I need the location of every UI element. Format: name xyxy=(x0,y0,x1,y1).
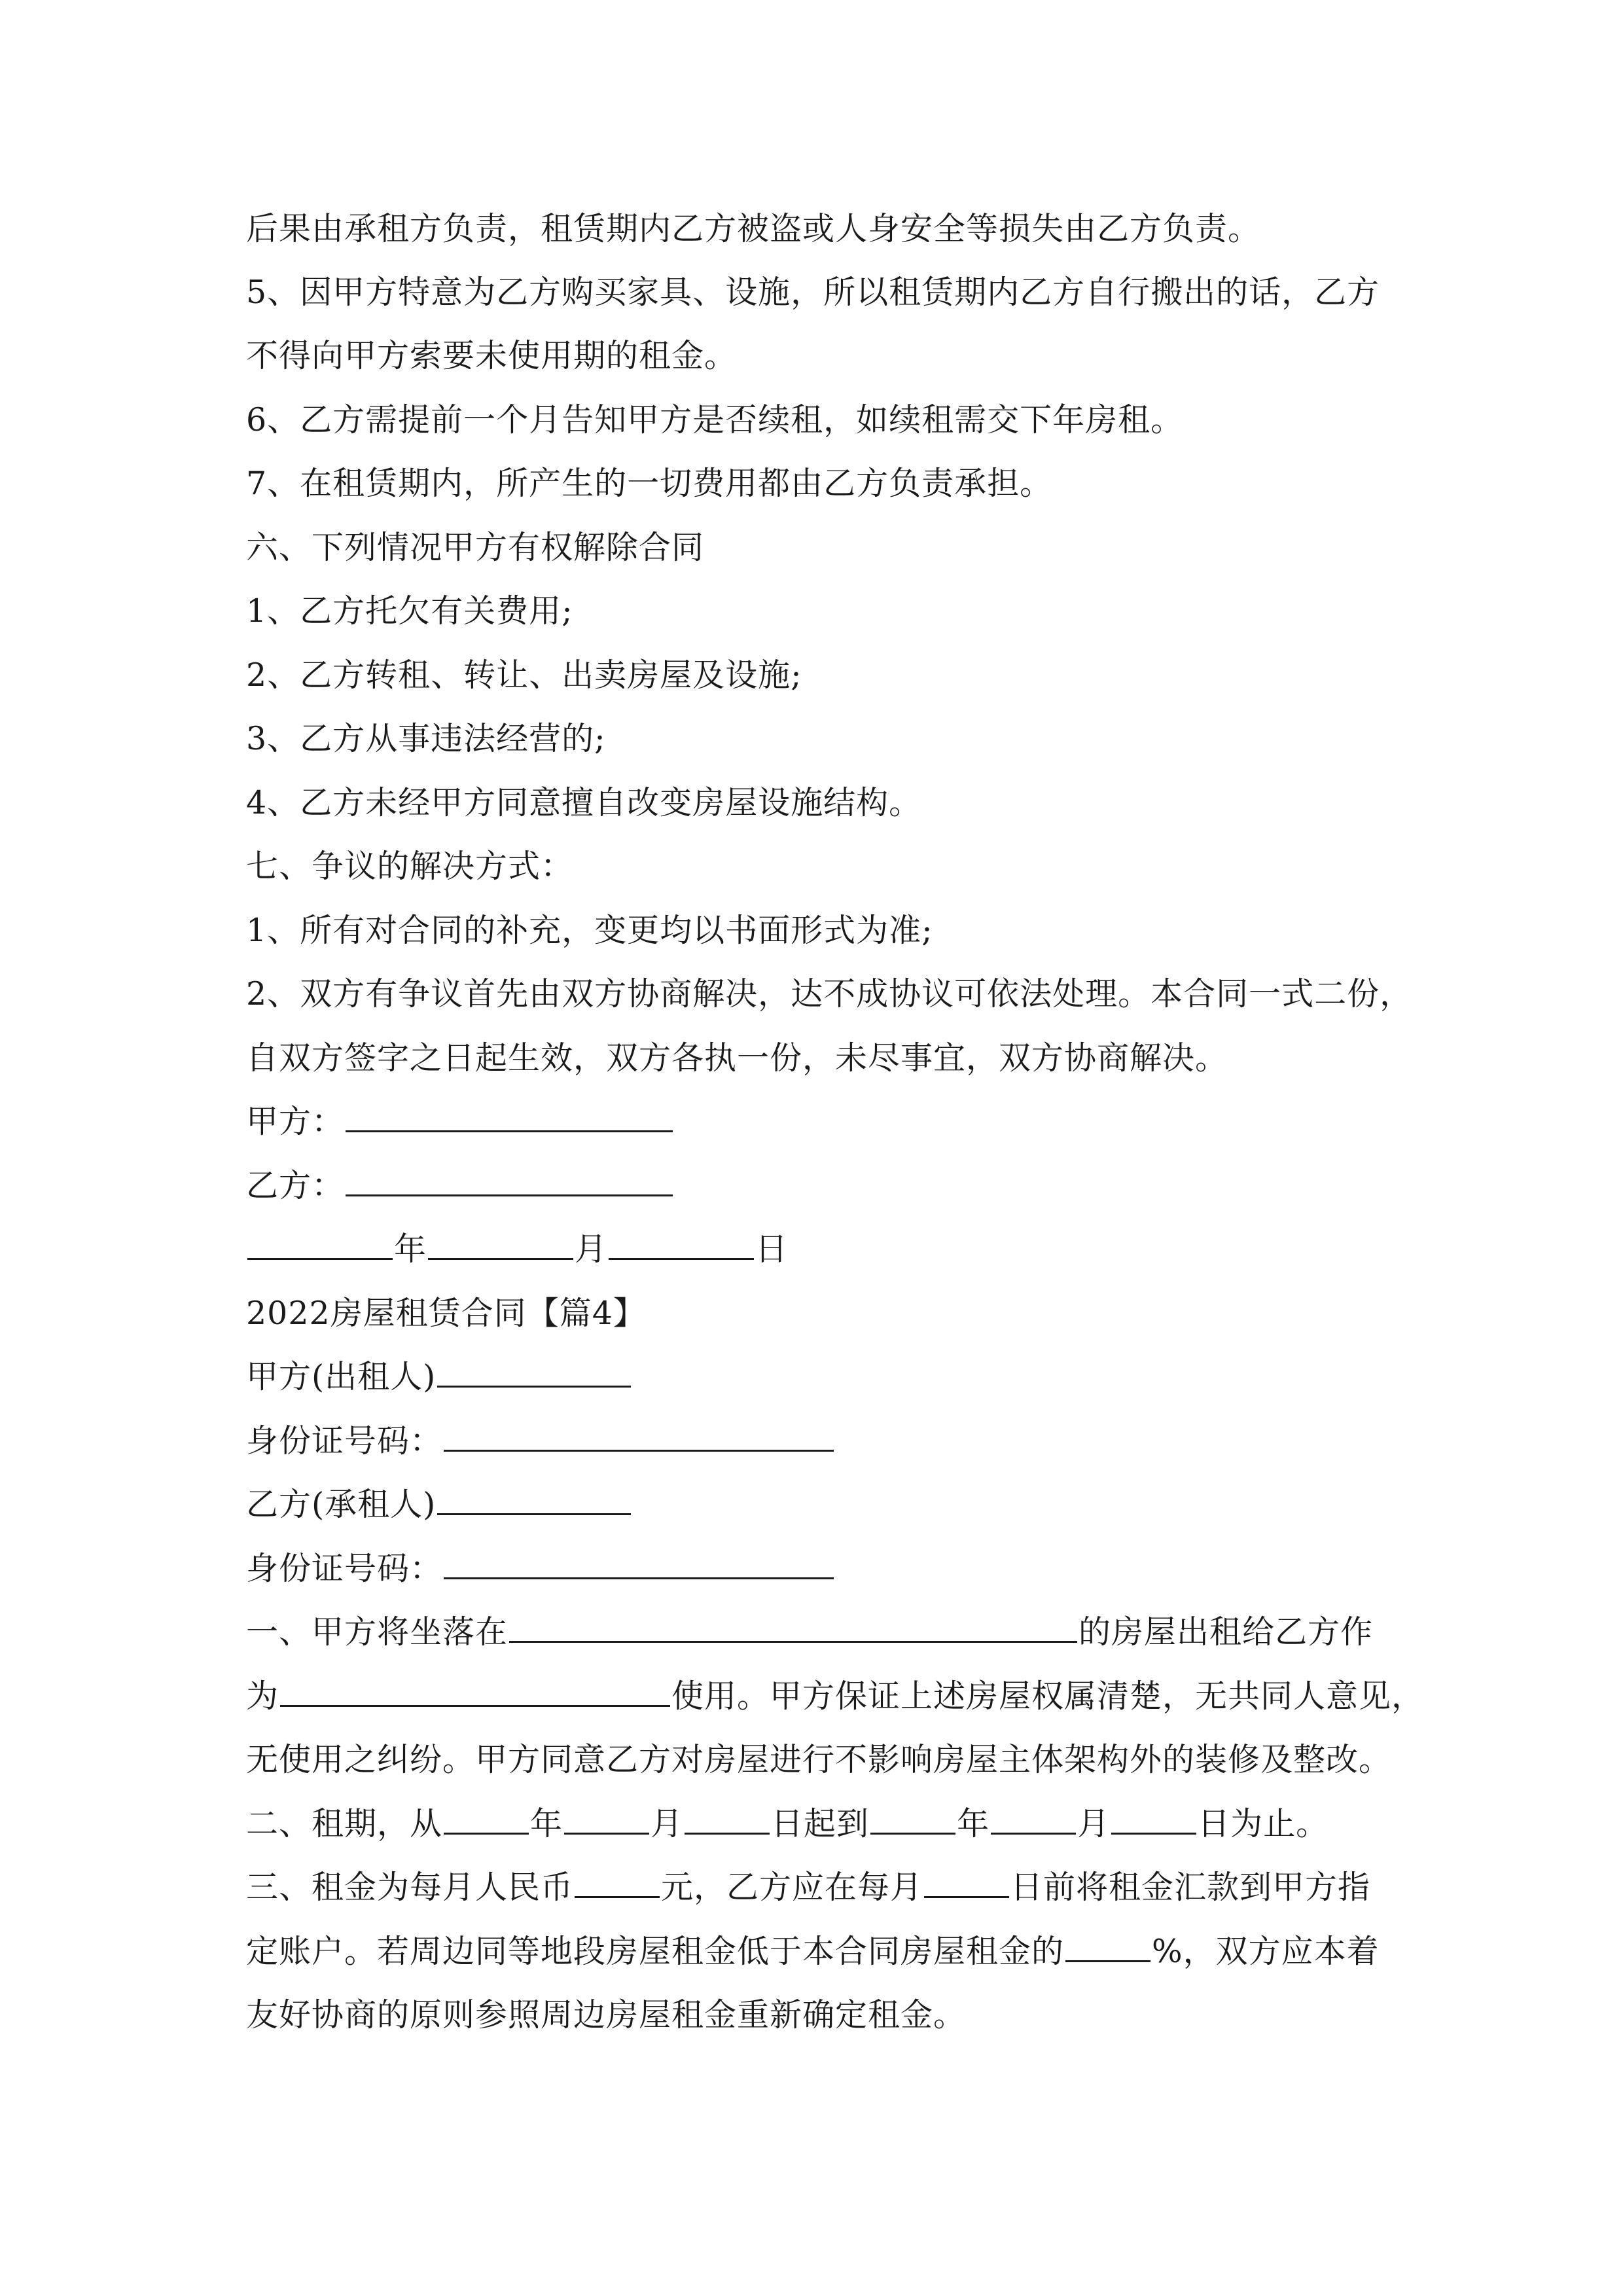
start-year-blank[interactable] xyxy=(444,1805,529,1835)
clause-text: 年 xyxy=(957,1805,990,1842)
text-line: 不得向甲方索要未使用期的租金。 xyxy=(246,337,738,374)
rent-percent-blank[interactable] xyxy=(1065,1933,1150,1962)
clause-text: 日前将租金汇款到甲方指 xyxy=(1010,1869,1371,1906)
clause-1-line-1 xyxy=(246,1613,1373,1652)
text-line: 3、乙方从事违法经营的; xyxy=(246,720,606,757)
clause-text: 月 xyxy=(1077,1805,1111,1842)
clause-1-line-3: 无使用之纠纷。甲方同意乙方对房屋进行不影响房屋主体架构外的装修及整改。 xyxy=(246,1741,1392,1778)
clause-2-line xyxy=(246,1804,1329,1844)
text-line: 后果由承租方负责，租赁期内乙方被盗或人身安全等损失由乙方负责。 xyxy=(246,210,1261,247)
lessee-id-label: 身份证号码： xyxy=(246,1550,443,1587)
lessor-line xyxy=(246,1357,632,1397)
clause-3-line-1 xyxy=(246,1868,1370,1907)
text-line: 1、乙方托欠有关费用; xyxy=(246,592,573,630)
clause-text: 使用。甲方保证上述房屋权属清楚，无共同人意见， xyxy=(671,1677,1425,1715)
party-a-signature-blank[interactable] xyxy=(346,1103,673,1132)
clause-text: 的房屋出租给乙方作 xyxy=(1079,1613,1374,1651)
section-heading: 六、下列情况甲方有权解除合同 xyxy=(246,529,705,566)
property-address-blank[interactable] xyxy=(509,1613,1077,1643)
text-line: 2、乙方转租、转让、出卖房屋及设施; xyxy=(246,656,802,694)
clause-1-line-2 xyxy=(246,1677,1424,1716)
lessee-label: 乙方(承租人) xyxy=(246,1486,437,1523)
end-year-blank[interactable] xyxy=(870,1805,955,1835)
text-line: 2、双方有争议首先由双方协商解决，达不成协议可依法处理。本合同一式二份， xyxy=(246,975,1413,1013)
lessor-id-line xyxy=(246,1422,835,1461)
signature-date xyxy=(246,1230,788,1269)
lessee-name-blank[interactable] xyxy=(437,1486,631,1515)
clause-text: 年 xyxy=(530,1805,563,1842)
section-heading: 七、争议的解决方式： xyxy=(246,848,574,885)
year-blank[interactable] xyxy=(247,1230,393,1260)
clause-text: 一、甲方将坐落在 xyxy=(246,1613,508,1651)
text-line: 4、乙方未经甲方同意擅自改变房屋设施结构。 xyxy=(246,784,922,821)
contract-title: 2022房屋租赁合同【篇4】 xyxy=(246,1295,646,1332)
clause-text: 日起到 xyxy=(771,1805,870,1842)
clause-3-line-3: 友好协商的原则参照周边房屋租金重新确定租金。 xyxy=(246,1996,967,2034)
start-month-blank[interactable] xyxy=(564,1805,649,1835)
party-b-signature-blank[interactable] xyxy=(346,1167,673,1196)
text-line: 1、所有对合同的补充，变更均以书面形式为准; xyxy=(246,912,933,949)
clause-text: 月 xyxy=(651,1805,684,1842)
day-blank[interactable] xyxy=(609,1230,754,1260)
clause-text: 日为止。 xyxy=(1198,1805,1329,1842)
lessor-id-label: 身份证号码： xyxy=(246,1422,443,1460)
party-b-label: 乙方： xyxy=(246,1167,345,1204)
lessor-label: 甲方(出租人) xyxy=(246,1358,437,1395)
text-line: 5、因甲方特意为乙方购买家具、设施，所以租赁期内乙方自行搬出的话，乙方 xyxy=(246,274,1380,311)
year-label: 年 xyxy=(394,1230,427,1268)
property-use-blank[interactable] xyxy=(280,1677,670,1707)
signature-party-a xyxy=(246,1102,674,1141)
lessee-id-line xyxy=(246,1549,835,1588)
clause-3-line-2 xyxy=(246,1932,1380,1971)
month-label: 月 xyxy=(575,1230,608,1268)
lessor-name-blank[interactable] xyxy=(437,1358,631,1388)
text-line: 6、乙方需提前一个月告知甲方是否续租，如续租需交下年房租。 xyxy=(246,401,1184,439)
text-line: 自双方签字之日起生效，双方各执一份，未尽事宜，双方协商解决。 xyxy=(246,1039,1228,1077)
clause-text: 二、租期，从 xyxy=(246,1805,443,1842)
party-a-label: 甲方： xyxy=(246,1103,345,1140)
clause-text: %，双方应本着 xyxy=(1152,1933,1380,1970)
text-line: 7、在租赁期内，所产生的一切费用都由乙方负责承担。 xyxy=(246,465,1053,502)
clause-text: 为 xyxy=(246,1677,279,1715)
clause-text: 三、租金为每月人民币 xyxy=(246,1869,574,1906)
signature-party-b xyxy=(246,1166,674,1206)
start-day-blank[interactable] xyxy=(685,1805,770,1835)
end-day-blank[interactable] xyxy=(1111,1805,1196,1835)
payment-day-blank[interactable] xyxy=(924,1869,1009,1898)
clause-text: 定账户。若周边同等地段房屋租金低于本合同房屋租金的 xyxy=(246,1933,1065,1970)
clause-text: 元，乙方应在每月 xyxy=(661,1869,923,1906)
lessee-line xyxy=(246,1485,632,1524)
lessee-id-blank[interactable] xyxy=(444,1550,834,1579)
lessor-id-blank[interactable] xyxy=(444,1422,834,1452)
day-label: 日 xyxy=(755,1230,789,1268)
end-month-blank[interactable] xyxy=(991,1805,1076,1835)
monthly-rent-blank[interactable] xyxy=(575,1869,660,1898)
month-blank[interactable] xyxy=(428,1230,573,1260)
